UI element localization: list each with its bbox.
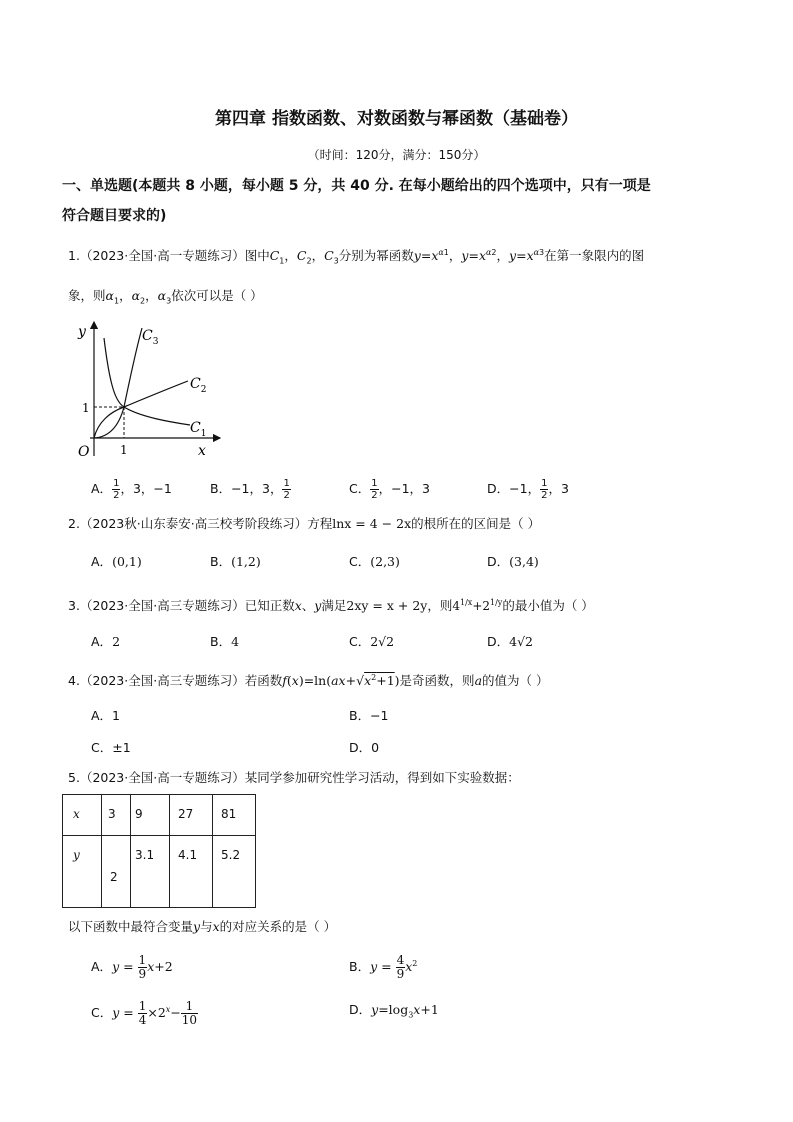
q5-option-a: A．y = $\frac{1}{9}$ x+2	[91, 953, 173, 981]
q4-option-d: D．0	[349, 740, 380, 755]
question-5-prompt: 以下函数中最符合变量y与x的对应关系的是（ ）	[68, 919, 337, 934]
q4-option-b: B．−1	[349, 708, 389, 723]
table-cell: 2	[102, 836, 131, 908]
q3-option-a: A．2	[91, 634, 121, 649]
graph-c2-label: $C_2$	[190, 376, 207, 395]
question-1-line1: 1.（2023·全国·高一专题练习）图中$C_1$，$C_2$，$C_3$分别为幂函数$y=x^{\alpha 1}$，$y=x^{\alpha 2}$，$y=x^{\alpha 3}$在第一象限内的图	[68, 248, 645, 266]
graph-c3-label: $C_3$	[142, 328, 159, 347]
graph-tick-y1: 1	[82, 401, 90, 415]
graph-c1-label: $C_1$	[190, 420, 207, 439]
q2-option-b: B．(1,2)	[210, 554, 261, 569]
question-4: 4.（2023·全国·高三专题练习）若函数$f(x)=\ln(ax+√x^2+1)$是奇函数，则a的值为（ ）	[68, 673, 549, 689]
question-2: 2.（2023秋·山东泰安·高三校考阶段练习）方程lnx = 4 − 2x的根所在的区间是（ ）	[68, 516, 541, 531]
q3-equation: 2xy = x + 2y	[346, 598, 428, 613]
table-cell: 81	[213, 795, 256, 836]
q5-option-b: B．y = $\frac{4}{9}$ $x^2$	[349, 953, 418, 981]
section-heading-line1: 一、单选题(本题共 8 小题，每小题 5 分，共 40 分. 在每小题给出的四个选项中，只有一项是	[62, 178, 651, 194]
q3-option-b: B．4	[210, 634, 240, 649]
table-cell: 3.1	[131, 836, 170, 908]
experiment-data-table	[62, 794, 256, 908]
curve-c1	[104, 338, 190, 425]
curve-c2	[94, 381, 188, 438]
q1-text-a: 图中	[244, 248, 270, 264]
table-cell: 9	[131, 795, 170, 836]
q3-option-c: C．2√2	[349, 634, 395, 649]
q1-option-a: A． $\frac{1}{2}$ ，3，−1	[91, 478, 172, 501]
q2-option-a: A．(0,1)	[91, 554, 142, 569]
table-row	[63, 836, 256, 908]
q1-line2-b: 依次可以是（ ）	[171, 288, 263, 303]
q1-option-d: D．−1， $\frac{1}{2}$ ，3	[487, 478, 569, 501]
page-subtitle: （时间：120分，满分：150分）	[307, 148, 486, 162]
graph-origin-label: O	[78, 444, 90, 460]
q4-option-c: C．±1	[91, 740, 131, 755]
table-cell: x	[63, 795, 102, 836]
q4-option-a: A．1	[91, 708, 121, 723]
section-heading-line2: 符合题目要求的)	[62, 208, 167, 224]
q5-option-d: D．$y=\log_3x+1$	[349, 1002, 439, 1020]
table-cell: 5.2	[213, 836, 256, 908]
table-cell: 4.1	[170, 836, 213, 908]
page-title: 第四章 指数函数、对数函数与幂函数（基础卷）	[215, 109, 578, 129]
question-3: 3.（2023·全国·高三专题练习）已知正数x、y满足2xy = x + 2y，则$4^{1/x}+2^{1/y}$的最小值为（ ）	[68, 598, 594, 613]
power-function-graph	[70, 318, 230, 463]
q1-line2-a: 象，则	[68, 288, 106, 303]
q3-option-d: D．4√2	[487, 634, 534, 649]
q2-option-c: C．(2,3)	[349, 554, 400, 569]
question-1-line2: 象，则$\alpha_1$，$\alpha_2$，$\alpha_3$依次可以是（ ）	[68, 288, 263, 306]
q2-option-d: D．(3,4)	[487, 554, 539, 569]
q1-text-c: 在第一象限内的图	[544, 248, 645, 264]
table-row	[63, 795, 256, 836]
question-source: （2023·全国·高一专题练习）	[79, 248, 245, 264]
question-number: 1.	[68, 248, 80, 264]
curve-c3	[94, 328, 142, 438]
q2-equation: lnx = 4 − 2x	[332, 516, 412, 531]
graph-y-label: y	[78, 324, 86, 340]
q1-option-b: B．−1，3， $\frac{1}{2}$	[210, 478, 290, 501]
question-5: 5.（2023·全国·高一专题练习）某同学参加研究性学习活动，得到如下实验数据：	[68, 770, 520, 785]
graph-x-label: x	[198, 443, 206, 459]
q1-text-b: 分别为幂函数	[338, 248, 414, 264]
graph-tick-x1: 1	[120, 443, 128, 457]
table-cell: 3	[102, 795, 131, 836]
table-cell: y	[63, 836, 102, 908]
q1-option-c: C． $\frac{1}{2}$ ，−1，3	[349, 478, 430, 501]
table-cell: 27	[170, 795, 213, 836]
q5-option-c: C．y = $\frac{1}{4}$ $\times 2^x-$ $\frac{1}{10}$	[91, 999, 198, 1027]
